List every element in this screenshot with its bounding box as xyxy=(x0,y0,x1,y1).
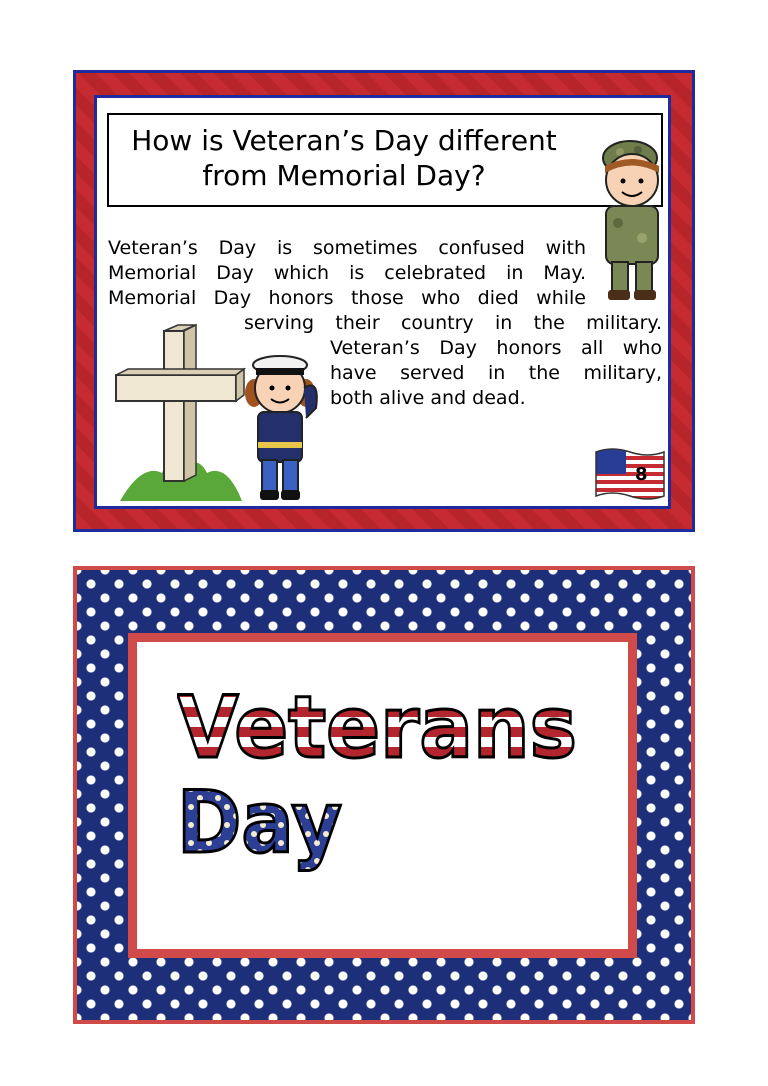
question-title: How is Veteran’s Day different from Memorial Day? xyxy=(131,124,557,192)
marine-illustration xyxy=(242,348,327,503)
title-line-veterans: Veterans xyxy=(177,678,577,778)
grave-cross-illustration xyxy=(112,323,247,503)
body-line: Veteran’s Day is sometimes confused with xyxy=(108,237,586,259)
body-line: Veteran’s Day honors all who xyxy=(330,337,662,359)
soldier-illustration xyxy=(592,138,672,303)
body-line: both alive and dead. xyxy=(330,387,526,409)
title-card xyxy=(73,566,695,1024)
title-card-panel xyxy=(128,633,637,958)
body-line: Memorial Day which is celebrated in May. xyxy=(108,262,586,284)
question-title-box xyxy=(107,113,663,207)
american-flag-icon xyxy=(594,446,666,502)
card-number: 8 xyxy=(635,464,648,485)
veterans-day-title xyxy=(177,667,597,877)
title-line-day: Day xyxy=(177,773,342,873)
body-line: have served in the military, xyxy=(330,362,662,384)
question-card xyxy=(73,70,695,532)
question-card-panel xyxy=(94,95,671,509)
body-line: serving their country in the military. xyxy=(244,312,662,334)
body-line: Memorial Day honors those who died while xyxy=(108,287,586,309)
